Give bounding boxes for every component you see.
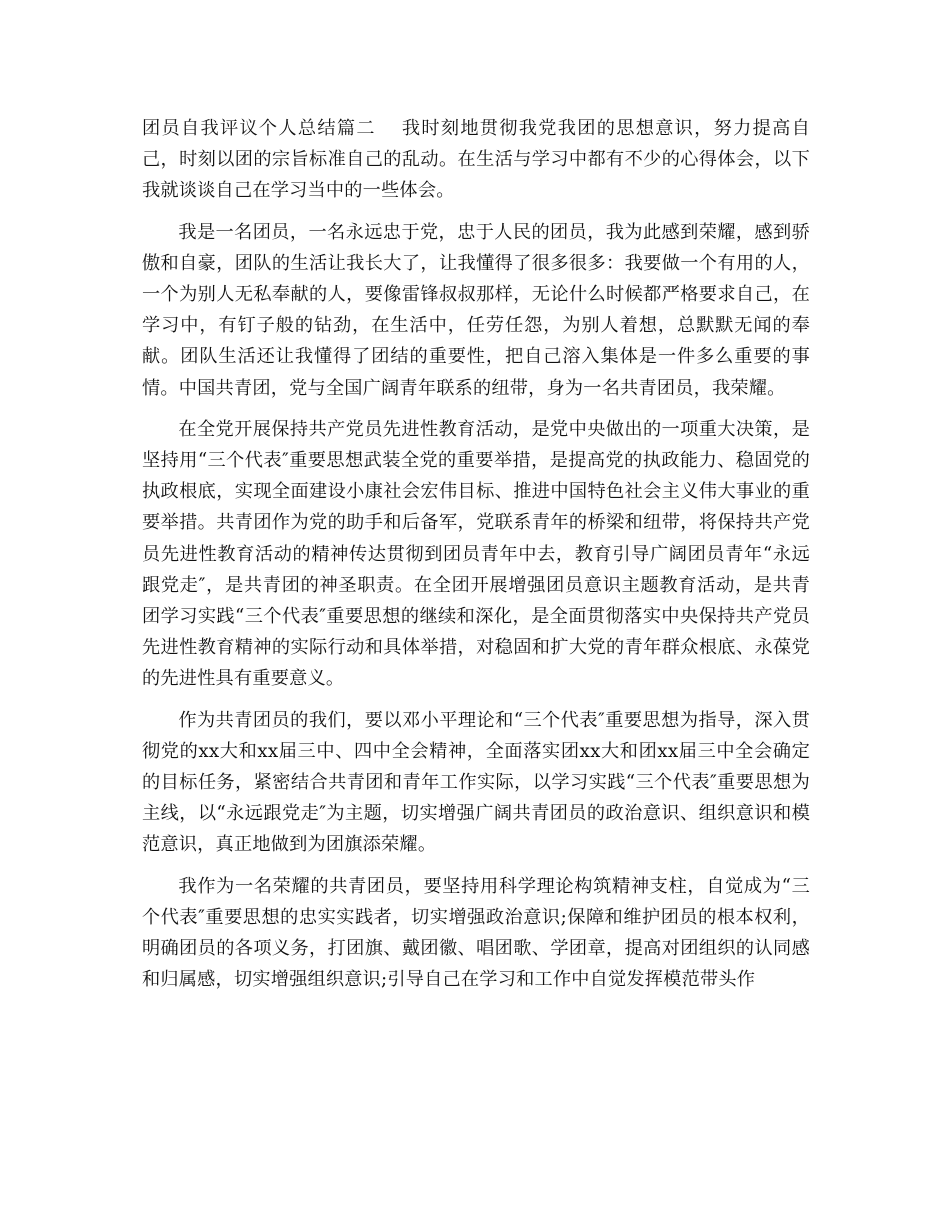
document-title: 团员自我评议个人总结篇二 xyxy=(142,118,376,139)
paragraph-4: 作为共青团员的我们，要以邓小平理论和“三个代表″重要思想为指导，深入贯彻党的xx大和xx届三中、四中全会精神，全面落实团xx大和团xx届三中全会确定的目标任务，紧密结合共青团和青年工作实际，以学习实践“三个代表″重要思想为主线，以“永远跟党走″为主题，切实增强广阔共青团员的政治意识、组织意识和模范意识，真正地做到为团旗添荣耀。 xyxy=(142,709,810,856)
paragraph-2: 我是一名团员，一名永远忠于党，忠于人民的团员，我为此感到荣耀，感到骄傲和自豪，团队的生活让我长大了，让我懂得了很多很多：我要做一个有用的人，一个为别人无私奉献的人，要像雷锋叔叔那样，无论什么时候都严格要求自己，在学习中，有钉子般的钻劲，在生活中，任劳任怨，为别人着想，总默默无闻的奉献。团队生活还让我懂得了团结的重要性，把自己溶入集体是一件多么重要的事情。中国共青团，党与全国广阔青年联系的纽带，身为一名共青团员，我荣耀。 xyxy=(142,221,810,399)
paragraph-5: 我作为一名荣耀的共青团员，要坚持用科学理论构筑精神支柱，自觉成为“三个代表″重要思想的忠实实践者，切实增强政治意识;保障和维护团员的根本权利，明确团员的各项义务，打团旗、戴团徽、唱团歌、学团章，提高对团组织的认同感和归属感，切实增强组织意识;引导自己在学习和工作中自觉发挥模范带头作 xyxy=(142,875,810,991)
paragraph-3: 在全党开展保持共产党员先进性教育活动，是党中央做出的一项重大决策，是坚持用“三个代表″重要思想武装全党的重要举措，是提高党的执政能力、稳固党的执政根底，实现全面建设小康社会宏伟目标、推进中国特色社会主义伟大事业的重要举措。共青团作为党的助手和后备军，党联系青年的桥梁和纽带，将保持共产党员先进性教育活动的精神传达贯彻到团员青年中去，教育引导广阔团员青年“永远跟党走″，是共青团的神圣职责。在全团开展增强团员意识主题教育活动，是共青团学习实践“三个代表″重要思想的继续和深化，是全面贯彻落实中央保持共产党员先进性教育精神的实际行动和具体举措，对稳固和扩大党的青年群众根底、永葆党的先进性具有重要意义。 xyxy=(142,418,810,690)
document-body xyxy=(142,113,810,1005)
paragraph-1 xyxy=(142,113,810,207)
paragraph-1-text: 我时刻地贯彻我党我团的思想意识，努力提高自己，时刻以团的宗旨标准自己的乱动。在生活与学习中都有不少的心得体会，以下我就谈谈自己在学习当中的一些体会。 xyxy=(142,118,810,202)
